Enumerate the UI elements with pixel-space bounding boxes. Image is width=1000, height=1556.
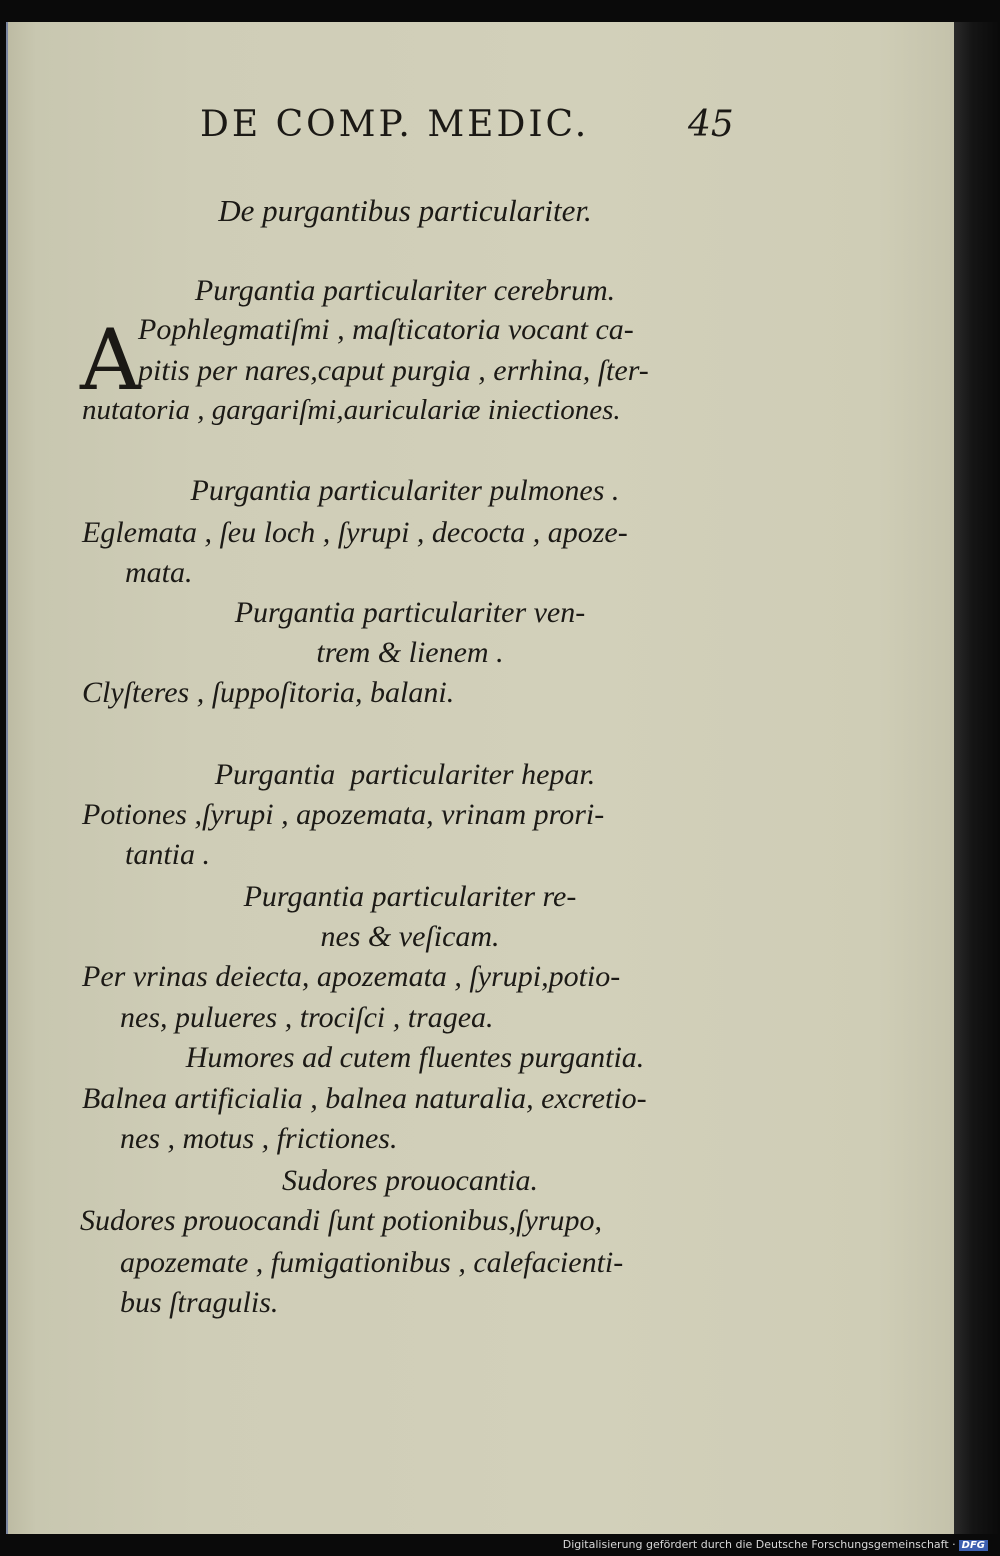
heading-humores: Humores ad cutem fluentes purgantia. <box>185 1041 645 1074</box>
text-line: tantia . <box>125 838 211 871</box>
heading-ventrem-cont: trem & lienem . <box>316 636 504 669</box>
text-line: Sudores prouocandi ſunt potionibus,ſyrupo, <box>80 1204 602 1237</box>
text-line: Per vrinas deiecta, apozemata , ſyrupi,potio- <box>82 960 621 993</box>
heading-pulmones: Purgantia particulariter pulmones . <box>190 474 620 507</box>
heading-ventrem: Purgantia particulariter ven- <box>234 596 586 629</box>
text-line: Eglemata , ſeu loch , ſyrupi , decocta , apoze- <box>82 516 628 549</box>
text-line: bus ſtragulis. <box>120 1286 279 1319</box>
text-line: Balnea artificialia , balnea naturalia, excretio- <box>82 1082 647 1115</box>
page-number: 45 <box>688 104 734 145</box>
heading-sudores: Sudores prouocantia. <box>281 1164 539 1197</box>
text-line: apozemate , fumigationibus , calefacienti- <box>120 1246 624 1279</box>
text-line: nutatoria , gargariſmi,auriculariæ iniectiones. <box>82 394 621 426</box>
text-line: nes , motus , frictiones. <box>120 1122 398 1155</box>
digitization-credit <box>563 1538 988 1551</box>
text-line: mata. <box>125 556 193 589</box>
heading-hepar: Purgantia particulariter hepar. <box>214 758 596 791</box>
heading-renes: Purgantia particulariter re- <box>243 880 577 913</box>
text-line: Potiones ,ſyrupi , apozemata, vrinam prori- <box>82 798 605 831</box>
page-edge-shadow <box>954 22 1000 1534</box>
text-line: Pophlegmatiſmi , maſticatoria vocant ca- <box>138 313 634 346</box>
text-line: Clyſteres , ſuppoſitoria, balani. <box>82 676 455 709</box>
section-title: De purgantibus particulariter. <box>218 193 592 228</box>
heading-renes-cont: nes & veſicam. <box>320 920 500 953</box>
heading-cerebrum: Purgantia particulariter cerebrum. <box>194 274 616 307</box>
text-line: nes, pulueres , trociſci , tragea. <box>120 1001 494 1034</box>
credit-text: Digitalisierung gefördert durch die Deutsche Forschungsgemeinschaft · <box>562 1538 956 1551</box>
drop-cap: A <box>80 311 141 409</box>
running-title: DE COMP. MEDIC. <box>200 104 590 145</box>
text-line: pitis per nares,caput purgia , errhina, ſter- <box>138 354 649 387</box>
dfg-logo: DFG <box>959 1540 988 1551</box>
